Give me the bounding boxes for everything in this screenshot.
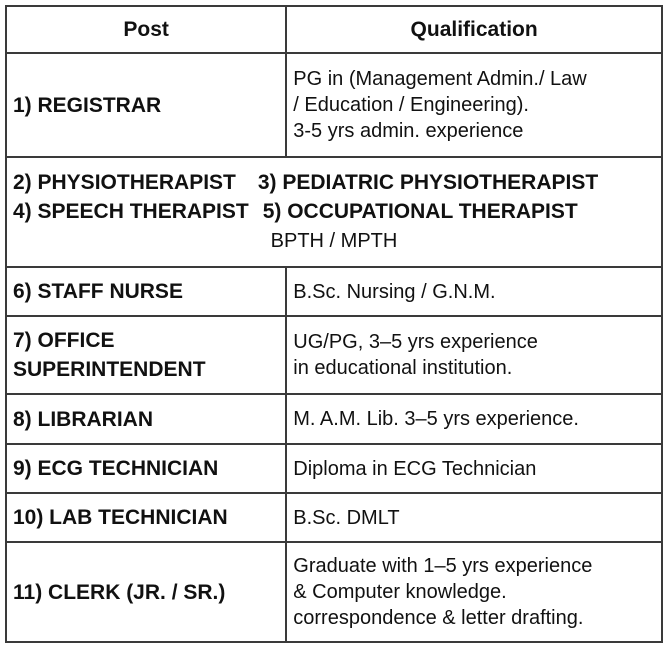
table-row <box>6 444 662 493</box>
merged-post-line <box>13 197 655 226</box>
qualification-line: in educational institution. <box>293 357 513 379</box>
post-cell <box>6 267 286 316</box>
qualification-line: UG/PG, 3–5 yrs experience <box>293 331 538 353</box>
qualification-line: Graduate with 1–5 yrs experience <box>293 555 593 577</box>
qualification-line: B.Sc. DMLT <box>293 506 400 529</box>
merged-qualification: BPTH / MPTH <box>270 230 398 252</box>
post-cell <box>6 316 286 394</box>
post-cell <box>6 53 286 157</box>
qualification-line: PG in (Management Admin./ Law <box>293 68 587 90</box>
table-row <box>6 542 662 642</box>
job-table <box>5 5 663 643</box>
table-row <box>6 267 662 316</box>
qualification-line: Diploma in ECG Technician <box>293 457 537 480</box>
qualification-line: M. A.M. Lib. 3–5 yrs experience. <box>293 408 579 430</box>
qualification-line: B.Sc. Nursing / G.N.M. <box>293 280 496 303</box>
merged-cell <box>6 157 662 267</box>
post-cell <box>6 542 286 642</box>
merged-post-line <box>13 168 655 197</box>
table-row-merged <box>6 157 662 267</box>
qualification-cell <box>286 53 662 157</box>
post-name: 4) SPEECH THERAPIST <box>13 200 249 223</box>
post-name: 7) OFFICE <box>13 329 115 352</box>
post-cell <box>6 444 286 493</box>
post-cell <box>6 394 286 444</box>
qualification-header: Qualification <box>286 6 662 53</box>
post-name: 10) LAB TECHNICIAN <box>13 506 228 529</box>
post-name: 2) PHYSIOTHERAPIST <box>13 171 236 194</box>
qualification-cell <box>286 444 662 493</box>
post-name: 5) OCCUPATIONAL THERAPIST <box>262 200 578 223</box>
qualification-cell <box>286 267 662 316</box>
table-row <box>6 493 662 542</box>
qualification-cell <box>286 493 662 542</box>
post-header: Post <box>6 6 286 53</box>
post-name: 9) ECG TECHNICIAN <box>13 457 219 480</box>
post-name: 1) REGISTRAR <box>13 93 162 117</box>
post-name: 8) LIBRARIAN <box>13 407 153 431</box>
table-row <box>6 394 662 444</box>
table-row <box>6 53 662 157</box>
post-name: 6) STAFF NURSE <box>13 280 183 303</box>
qualification-cell <box>286 316 662 394</box>
qualification-line: & Computer knowledge. <box>293 581 507 603</box>
post-name: SUPERINTENDENT <box>13 358 206 381</box>
table-row <box>6 316 662 394</box>
post-name: 3) PEDIATRIC PHYSIOTHERAPIST <box>257 171 599 194</box>
qualification-line: 3-5 yrs admin. experience <box>293 120 524 142</box>
qualification-line: correspondence & letter drafting. <box>293 607 584 629</box>
qualification-cell <box>286 542 662 642</box>
qualification-cell <box>286 394 662 444</box>
post-cell <box>6 493 286 542</box>
post-name: 11) CLERK (JR. / SR.) <box>13 580 226 604</box>
qualification-line: / Education / Engineering). <box>293 94 529 116</box>
header-row <box>6 6 662 53</box>
